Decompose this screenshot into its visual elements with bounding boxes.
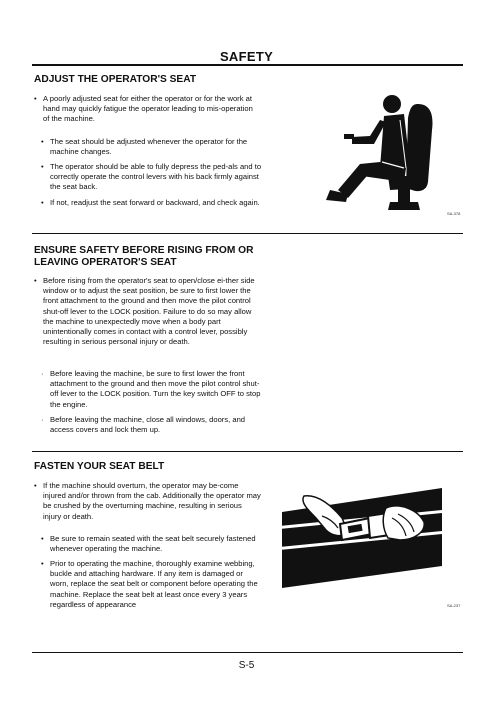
section-leaving-seat-subbullet [41, 369, 262, 410]
page-number: S-5 [238, 660, 255, 671]
figure-tag: SA-237 [447, 603, 461, 608]
section-adjust-seat-bullet [34, 94, 261, 125]
bullet-mark: • [41, 559, 44, 568]
section-title-seat-belt: FASTEN YOUR SEAT BELT [34, 461, 165, 472]
bullet-mark: • [41, 162, 44, 171]
subbullet-text: Before leaving the machine, close all windows, doors, and access covers and lock them up. [50, 415, 246, 435]
bullet-mark: • [41, 534, 44, 543]
subbullet-text: If not, readjust the seat forward or backward, and check again. [50, 198, 260, 207]
section-divider [32, 233, 463, 234]
section-title-adjust-seat: ADJUST THE OPERATOR'S SEAT [34, 74, 197, 85]
footer-rule [32, 652, 463, 653]
subbullet-text: The seat should be adjusted whenever the operator for the machine changes. [50, 137, 248, 157]
section-adjust-seat-subbullet [41, 162, 262, 193]
seat-belt-buckle-illustration [282, 488, 442, 588]
figure-tag: SA-378 [447, 211, 461, 216]
section-leaving-seat-bullet [34, 276, 261, 347]
section-title-leaving-seat: ENSURE SAFETY BEFORE RISING FROM OR LEAVING OPERATOR'S SEAT [34, 245, 254, 268]
bullet-mark: • [34, 94, 37, 103]
subbullet-text: Before leaving the machine, be sure to first lower the front attachment to the ground and then move the pilot control shut-off lever to the LOCK position. Turn the key switch OFF to stop the engine. [50, 369, 261, 409]
section-divider [32, 451, 463, 452]
bullet-mark: · [41, 369, 44, 378]
bullet-mark: • [41, 137, 44, 146]
section-adjust-seat-subbullet [41, 137, 262, 157]
header-rule [32, 64, 463, 66]
section-seat-belt-bullet [34, 481, 261, 522]
section-leaving-seat-subbullet [41, 415, 262, 435]
subbullet-text: Prior to operating the machine, thoroughly examine webbing, buckle and attaching hardware. If any item is damaged or worn, replace the seat belt or component before operating the machine. Replace the seat belt at least once every 3 years regardless of appearance [50, 559, 258, 609]
subbullet-text: Be sure to remain seated with the seat belt securely fastened whenever operating the machine. [50, 534, 256, 554]
bullet-mark: · [41, 415, 44, 424]
seated-operator-illustration [300, 90, 450, 215]
bullet-mark: • [34, 481, 37, 490]
bullet-text: If the machine should overturn, the operator may be-come injured and/or thrown from the cab. Additionally the operator may be crushed by the overturning machine, resulting in serious injury or death. [43, 481, 261, 521]
bullet-text: A poorly adjusted seat for either the operator or for the work at hand may quickly fatigue the operator leading to mis-operation of the machine. [43, 94, 253, 124]
page-header-title: SAFETY [219, 49, 274, 64]
section-seat-belt-subbullet [41, 559, 262, 610]
bullet-mark: • [41, 198, 44, 207]
subbullet-text: The operator should be able to fully depress the ped-als and to correctly operate the control levers with his back firmly against the seat back. [50, 162, 262, 192]
section-seat-belt-subbullet [41, 534, 262, 554]
section-adjust-seat-subbullet [41, 198, 262, 208]
bullet-mark: • [34, 276, 37, 285]
bullet-text: Before rising from the operator's seat to open/close ei-ther side window or to adjust the seat position, be sure to first lower the front attachment to the ground and then move the pilot control shut-off lever to the LOCK position. Failure to do so may allow the machine to unexpectedly move when a body part unintentionally comes in contact with a control lever, possibly resulting in serious personal injury or death. [43, 276, 255, 347]
